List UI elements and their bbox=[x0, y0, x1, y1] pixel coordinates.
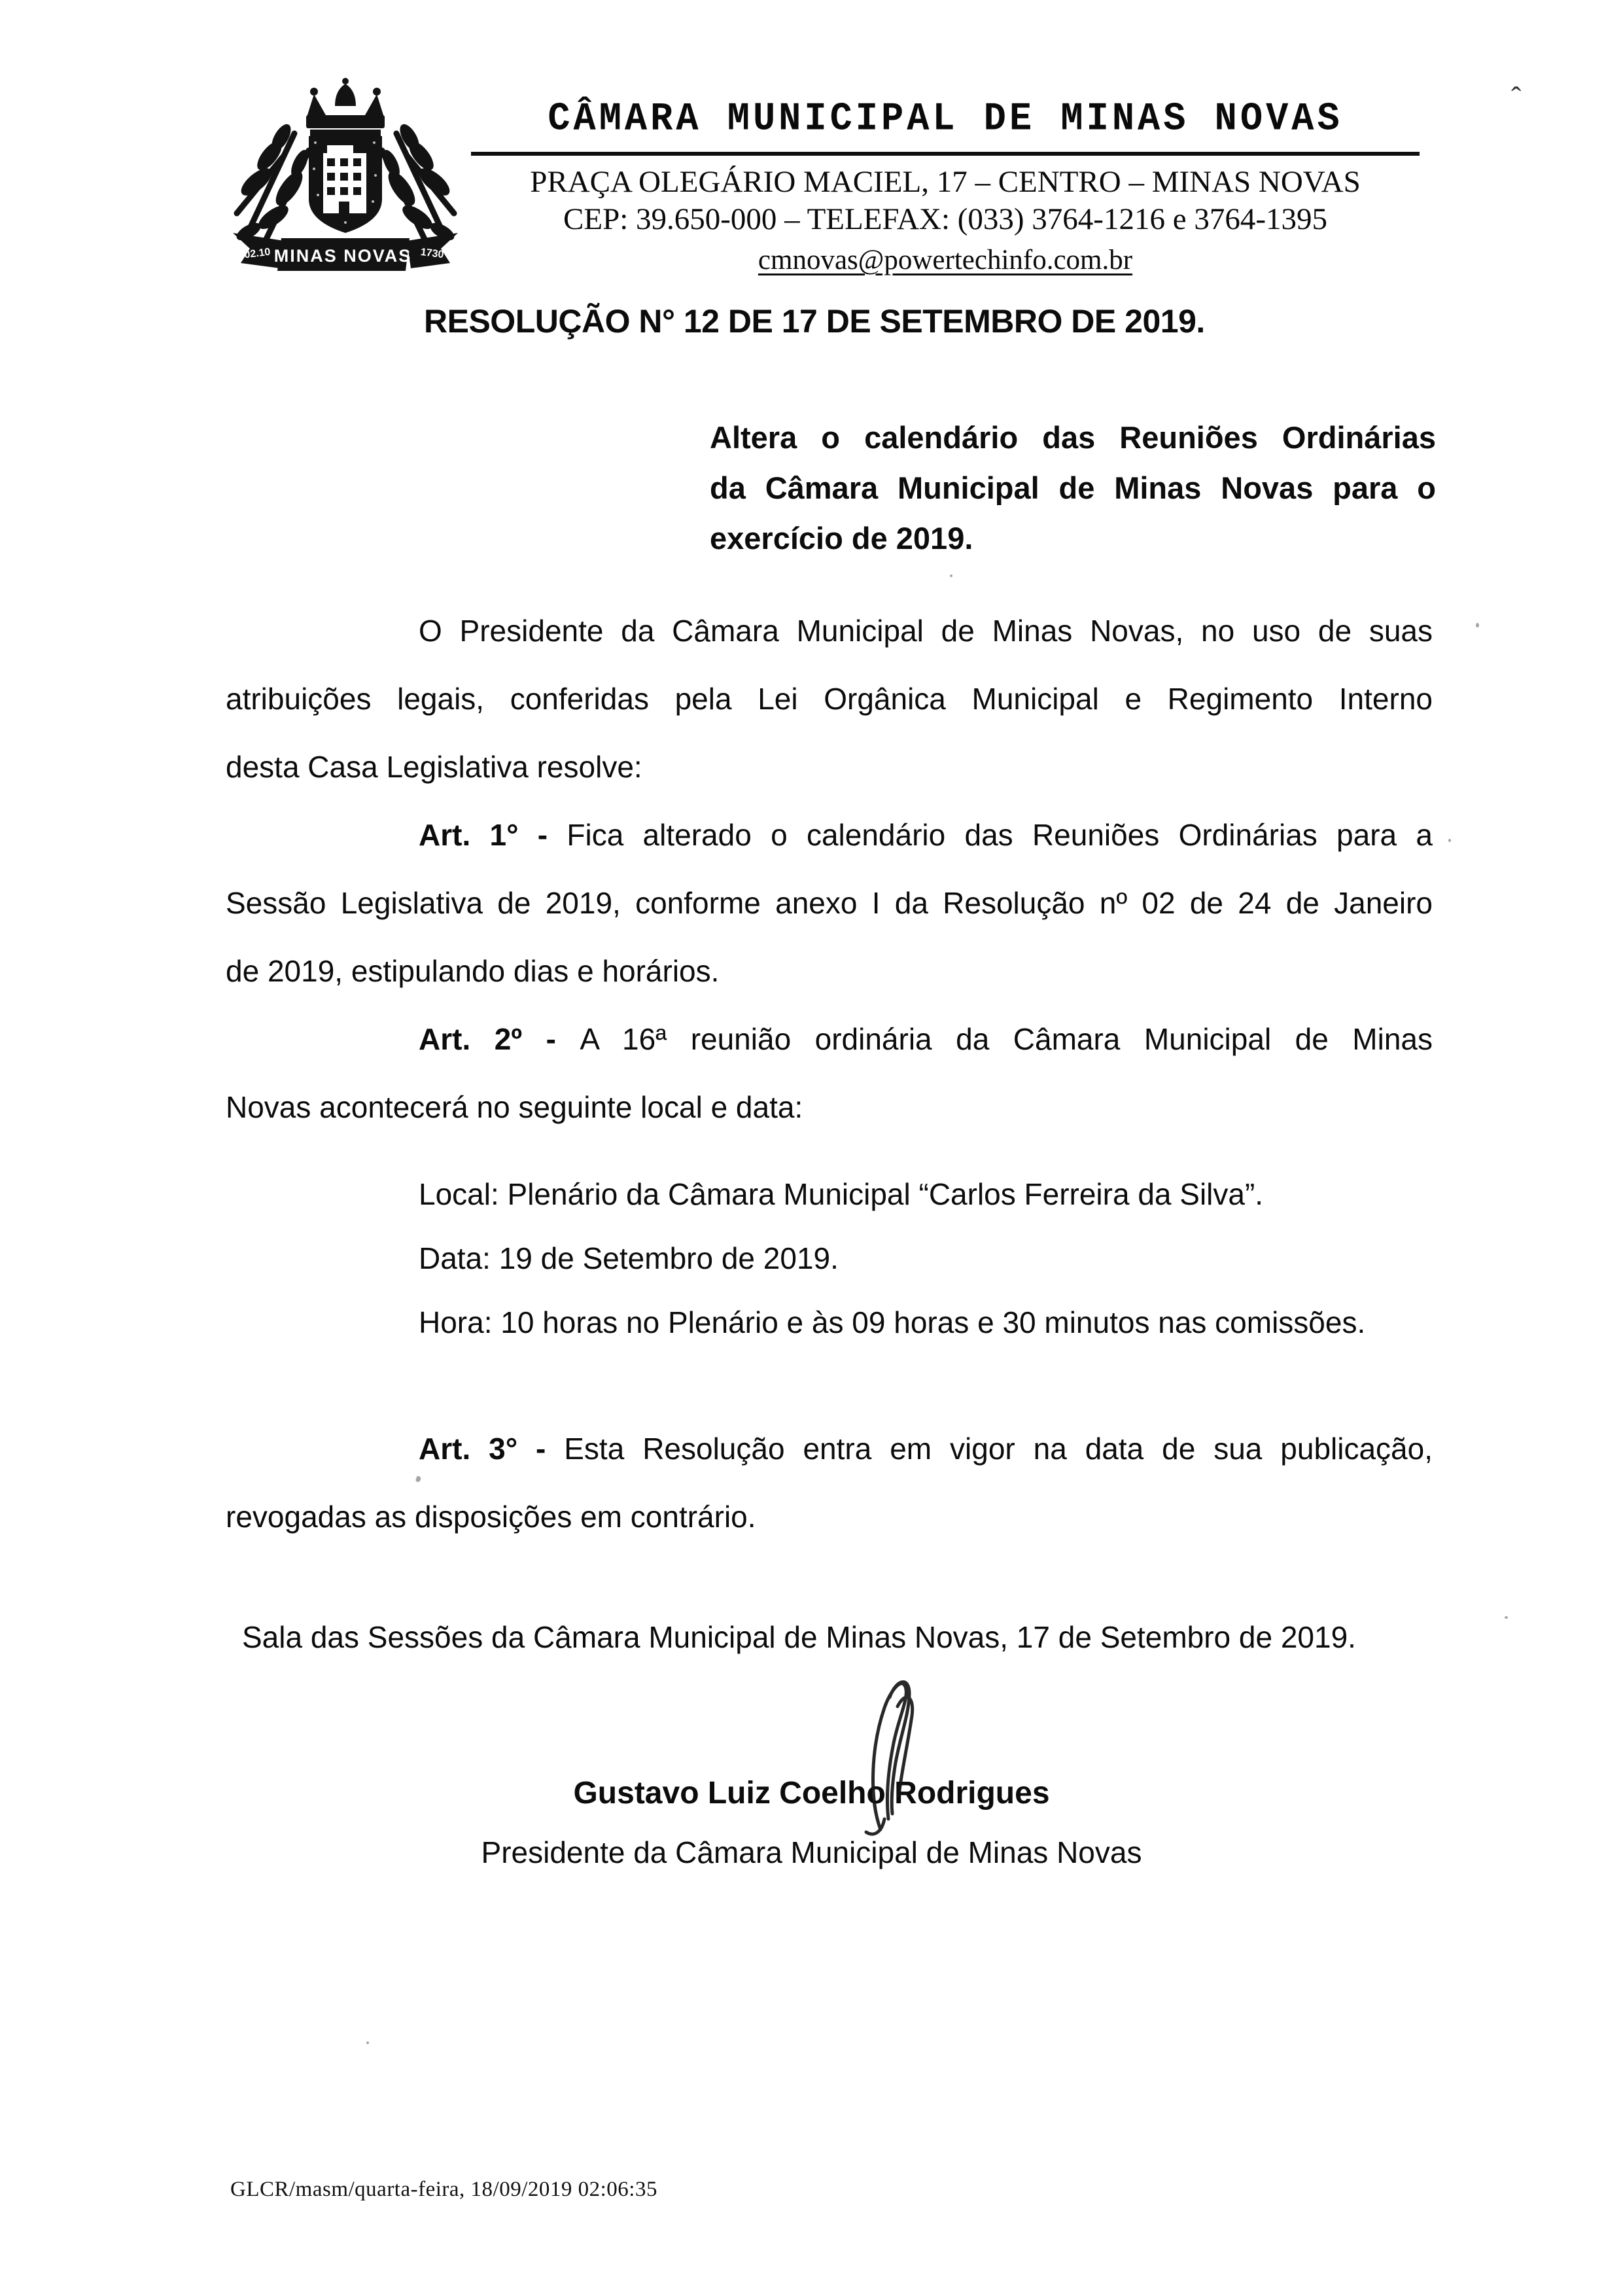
signer-name: Gustavo Luiz Coelho Rodrigues bbox=[573, 1776, 1050, 1810]
spacer bbox=[226, 1551, 1433, 1603]
crest-banner-left: 02.10 bbox=[243, 246, 271, 261]
spacer bbox=[226, 1354, 1433, 1415]
crest-crown bbox=[306, 78, 385, 136]
article-3-line: revogadas as disposições em contrário. bbox=[226, 1500, 756, 1534]
ementa bbox=[710, 412, 1436, 563]
ementa-line: exercício de 2019. bbox=[710, 521, 973, 556]
article-2-text: A 16ª reunião ordinária da Câmara Municipal de Minas bbox=[580, 1022, 1433, 1056]
document-body bbox=[226, 597, 1433, 1671]
signature-block bbox=[0, 1773, 1623, 1873]
preamble-line: atribuições legais, conferidas pela Lei Orgânica Municipal e Regimento Interno bbox=[226, 682, 1433, 716]
address-line-2: CEP: 39.650-000 – TELEFAX: (033) 3764-1216 e 3764-1395 bbox=[563, 202, 1327, 236]
article-3-line bbox=[226, 1415, 1433, 1483]
article-3 bbox=[226, 1415, 1433, 1551]
scan-speck bbox=[1505, 1616, 1508, 1619]
article-2 bbox=[226, 1005, 1433, 1141]
closing-line: Sala das Sessões da Câmara Municipal de Minas Novas, 17 de Setembro de 2019. bbox=[242, 1620, 1356, 1654]
crest-banner bbox=[233, 233, 458, 271]
article-2-line bbox=[226, 1005, 1433, 1073]
article-1-line bbox=[226, 801, 1433, 869]
article-1 bbox=[226, 801, 1433, 1005]
footer-reference: GLCR/masm/quarta-feira, 18/09/2019 02:06:35 bbox=[230, 2178, 657, 2201]
scan-speck bbox=[950, 574, 952, 577]
ementa-line: Altera o calendário das Reuniões Ordinárias bbox=[710, 420, 1436, 455]
header-rule bbox=[471, 152, 1420, 156]
article-3-text: Esta Resolução entra em vigor na data de sua publicação, bbox=[564, 1432, 1433, 1466]
preamble-line: O Presidente da Câmara Municipal de Minas Novas, no uso de suas bbox=[419, 614, 1433, 648]
venue-local: Local: Plenário da Câmara Municipal “Carlos Ferreira da Silva”. bbox=[419, 1177, 1264, 1211]
letterhead bbox=[471, 97, 1420, 279]
article-1-line: Sessão Legislativa de 2019, conforme anexo I da Resolução nº 02 de 24 de Janeiro bbox=[226, 886, 1433, 920]
ementa-line: da Câmara Municipal de Minas Novas para o bbox=[710, 470, 1436, 505]
venue-block bbox=[226, 1162, 1433, 1354]
crest-banner-right: 1730 bbox=[419, 246, 445, 261]
resolution-title: RESOLUÇÃO N° 12 DE 17 DE SETEMBRO DE 2019. bbox=[424, 303, 1205, 340]
crest-shield bbox=[309, 136, 382, 233]
handwritten-signature bbox=[829, 1667, 941, 1839]
article-2-line: Novas acontecerá no seguinte local e data: bbox=[226, 1090, 803, 1124]
article-1-number: Art. 1° - bbox=[419, 818, 567, 852]
scan-speck bbox=[1476, 623, 1479, 627]
article-1-text: Fica alterado o calendário das Reuniões Ordinárias para a bbox=[567, 818, 1433, 852]
signer-role: Presidente da Câmara Municipal de Minas Novas bbox=[481, 1835, 1142, 1869]
venue-hora: Hora: 10 horas no Plenário e às 09 horas e 30 minutos nas comissões. bbox=[419, 1305, 1366, 1339]
scan-speck bbox=[1448, 839, 1451, 842]
venue-data: Data: 19 de Setembro de 2019. bbox=[419, 1241, 839, 1275]
preamble-paragraph bbox=[226, 597, 1433, 801]
coat-of-arms bbox=[211, 77, 480, 294]
preamble-line: desta Casa Legislativa resolve: bbox=[226, 750, 642, 784]
org-name: CÂMARA MUNICIPAL DE MINAS NOVAS bbox=[548, 97, 1343, 142]
article-3-number: Art. 3° - bbox=[419, 1432, 565, 1466]
scan-artifact-caret: ˆ bbox=[1511, 80, 1522, 114]
address-line-1: PRAÇA OLEGÁRIO MACIEL, 17 – CENTRO – MINAS NOVAS bbox=[530, 165, 1361, 199]
article-1-line: de 2019, estipulando dias e horários. bbox=[226, 954, 720, 988]
article-2-number: Art. 2º - bbox=[419, 1022, 580, 1056]
crest-banner-text: MINAS NOVAS bbox=[273, 246, 412, 266]
email-address: cmnovas@powertechinfo.com.br bbox=[758, 245, 1133, 275]
scan-speck bbox=[366, 2041, 369, 2044]
